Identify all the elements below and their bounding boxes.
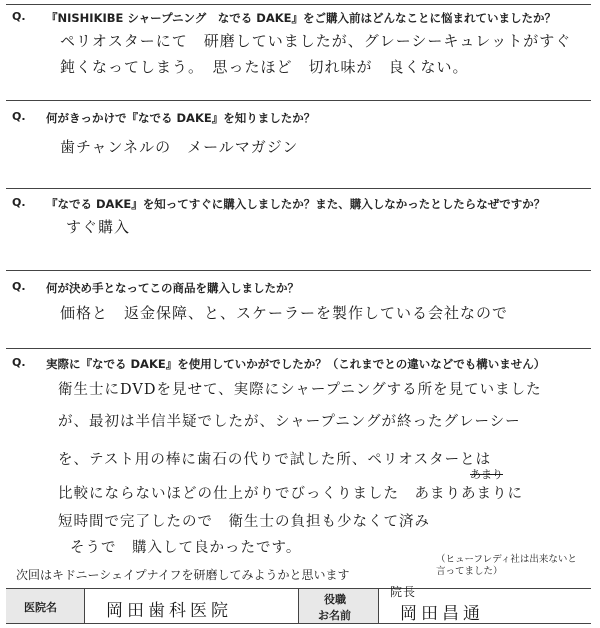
q2-label: Q. (12, 110, 26, 123)
q5-text: 実際に『なでる DAKE』を使用していかがでしたか？（これまでとの違いなどでも構いません） (46, 357, 546, 371)
q5-side-note: （ヒューフレディ社は出来ないと言ってました） (436, 554, 577, 577)
respondent-name-value: 岡田昌通 (400, 604, 484, 624)
role-label: 役職 (324, 593, 346, 606)
q4-text: 何が決め手となってこの商品を購入しましたか？ (46, 281, 299, 295)
q1-answer-line-1: ペリオスターにて 研磨していましたが、グレーシーキュレットがすぐ (60, 32, 572, 50)
q1-text: 『NISHIKIBE シャープニング なでる DAKE』をご購入前はどんなことに悩まれていましたか？ (46, 11, 557, 25)
q5-answer-line-6: そうで 購入して良かったです。 (70, 540, 302, 556)
footer-divider-2 (298, 589, 299, 623)
rule-q5 (6, 348, 591, 349)
name-label: お名前 (318, 609, 351, 622)
role-value: 院長 (390, 585, 417, 599)
q5-label: Q. (12, 356, 26, 369)
q5-struck-word: あまり (470, 468, 503, 481)
q3-answer-line-1: すぐ購入 (66, 218, 131, 236)
q5-answer-line-5: 短時間で完了したので 衛生士の負担も少なくて済み (58, 514, 430, 530)
rule-q3 (6, 188, 591, 189)
q2-text: 何がきっかけで『なでる DAKE』を知りましたか？ (46, 111, 316, 125)
q1-answer-line-2: 鈍くなってしまう。 思ったほど 切れ味が 良くない。 (60, 58, 469, 76)
q4-answer-line-1: 価格と 返金保障、と、スケーラーを製作している会社なので (60, 304, 509, 322)
clinic-name-label: 医院名 (24, 601, 57, 614)
q3-text: 『なでる DAKE』を知ってすぐに購入しましたか？また、購入しなかったとしたらなぜですか？ (46, 197, 546, 211)
q2-answer-line-1: 歯チャンネルの メールマガジン (60, 138, 299, 156)
q3-label: Q. (12, 196, 26, 209)
q5-answer-line-3: を、テスト用の棒に歯石の代りで試した所、ペリオスターとは (58, 452, 492, 468)
clinic-name-value: 岡田歯科医院 (106, 601, 232, 621)
footer-divider-3 (378, 589, 379, 623)
q5-answer-line-7: 次回はキドニーシェイプナイフを研磨してみようかと思います (16, 568, 350, 582)
q5-answer-line-2: が、最初は半信半疑でしたが、シャープニングが終ったグレーシー (58, 414, 521, 430)
rule-q4 (6, 270, 591, 271)
respondent-footer (6, 585, 591, 624)
q5-answer-line-1: 衛生士にDVDを見せて、実際にシャープニングする所を見ていました (58, 382, 542, 398)
rule-q2 (6, 100, 591, 101)
q1-label: Q. (12, 10, 26, 23)
rule-top (6, 4, 591, 5)
q4-label: Q. (12, 280, 26, 293)
q5-answer-line-4: 比較にならないほどの仕上がりでびっくりました あまりあまりに (58, 486, 523, 502)
footer-divider-1 (84, 589, 85, 623)
